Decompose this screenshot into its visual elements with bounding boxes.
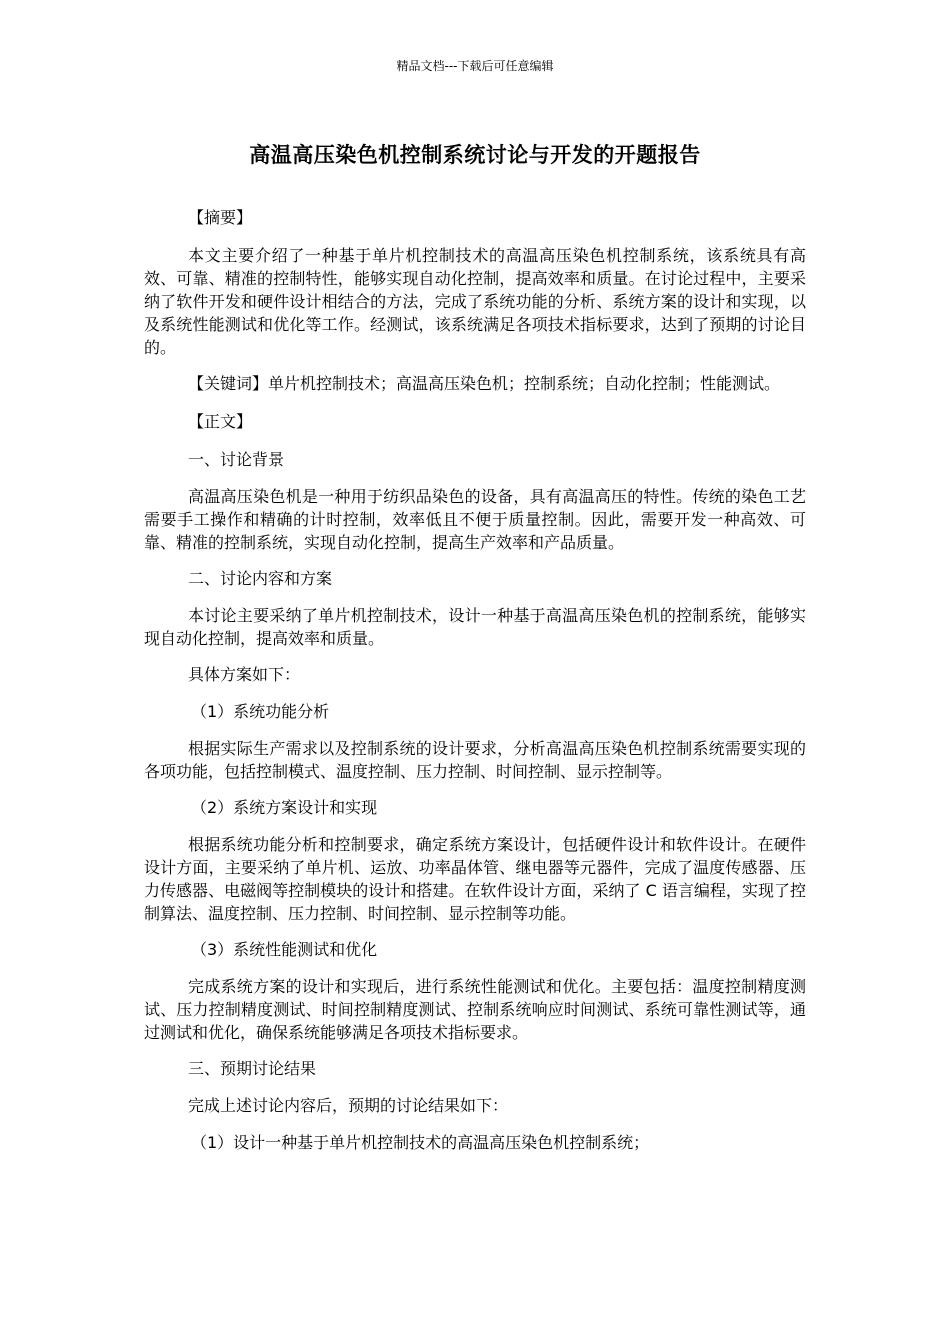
abstract-label: 【摘要】 (188, 208, 253, 227)
abstract-paragraph: 本文主要介绍了一种基于单片机控制技术的高温高压染色机控制系统，该系统具有高效、可靠、精准的控制特性，能够实现自动化控制，提高效率和质量。在讨论过程中，主要采纳了软件开发和硬件设计相结合的方法，完成了系统功能的分析、系统方案的设计和实现，以及系统性能测试和优化等工作。经测试，该系统满足各项技术指标要求，达到了预期的讨论目的。 (144, 246, 806, 357)
section1-heading: 一、讨论背景 (188, 450, 285, 469)
section1-paragraph: 高温高压染色机是一种用于纺织品染色的设备，具有高温高压的特性。传统的染色工艺需要手工操作和精确的计时控制，效率低且不便于质量控制。因此，需要开发一种高效、可靠、精准的控制系统，实现自动化控制，提高生产效率和产品质量。 (144, 487, 806, 552)
section2-plan-intro: 具体方案如下： (188, 665, 301, 684)
section2-intro-paragraph: 本讨论主要采纳了单片机控制技术，设计一种基于高温高压染色机的控制系统，能够实现自动化控制，提高效率和质量。 (144, 606, 806, 648)
document-title: 高温高压染色机控制系统讨论与开发的开题报告 (249, 143, 701, 167)
section3-item1: （1）设计一种基于单片机控制技术的高温高压染色机控制系统； (191, 1133, 650, 1152)
item1-heading: （1）系统功能分析 (191, 702, 330, 721)
keywords-paragraph: 【关键词】单片机控制技术；高温高压染色机；控制系统；自动化控制；性能测试。 (188, 374, 781, 393)
document-body (144, 206, 806, 1168)
item2-paragraph: 根据系统功能分析和控制要求，确定系统方案设计，包括硬件设计和软件设计。在硬件设计方面，主要采纳了单片机、运放、功率晶体管、继电器等元器件，完成了温度传感器、压力传感器、电磁阀等控制模块的设计和搭建。在软件设计方面，采纳了 C 语言编程，实现了控制算法、温度控制、压力控制、时间控制、显示控制等功能。 (144, 835, 806, 923)
body-label: 【正文】 (188, 412, 253, 431)
section3-heading: 三、预期讨论结果 (188, 1059, 317, 1078)
section3-intro: 完成上述讨论内容后，预期的讨论结果如下： (188, 1096, 509, 1115)
item3-heading: （3）系统性能测试和优化 (191, 940, 378, 959)
item1-paragraph: 根据实际生产需求以及控制系统的设计要求，分析高温高压染色机控制系统需要实现的各项功能，包括控制模式、温度控制、压力控制、时间控制、显示控制等。 (144, 739, 806, 781)
section2-heading: 二、讨论内容和方案 (188, 569, 333, 588)
page-header: 精品文档---下载后可任意编辑 (396, 59, 554, 73)
item2-heading: （2）系统方案设计和实现 (191, 798, 378, 817)
item3-paragraph: 完成系统方案的设计和实现后，进行系统性能测试和优化。主要包括：温度控制精度测试、压力控制精度测试、时间控制精度测试、控制系统响应时间测试、系统可靠性测试等，通过测试和优化，确保系统能够满足各项技术指标要求。 (144, 977, 806, 1042)
